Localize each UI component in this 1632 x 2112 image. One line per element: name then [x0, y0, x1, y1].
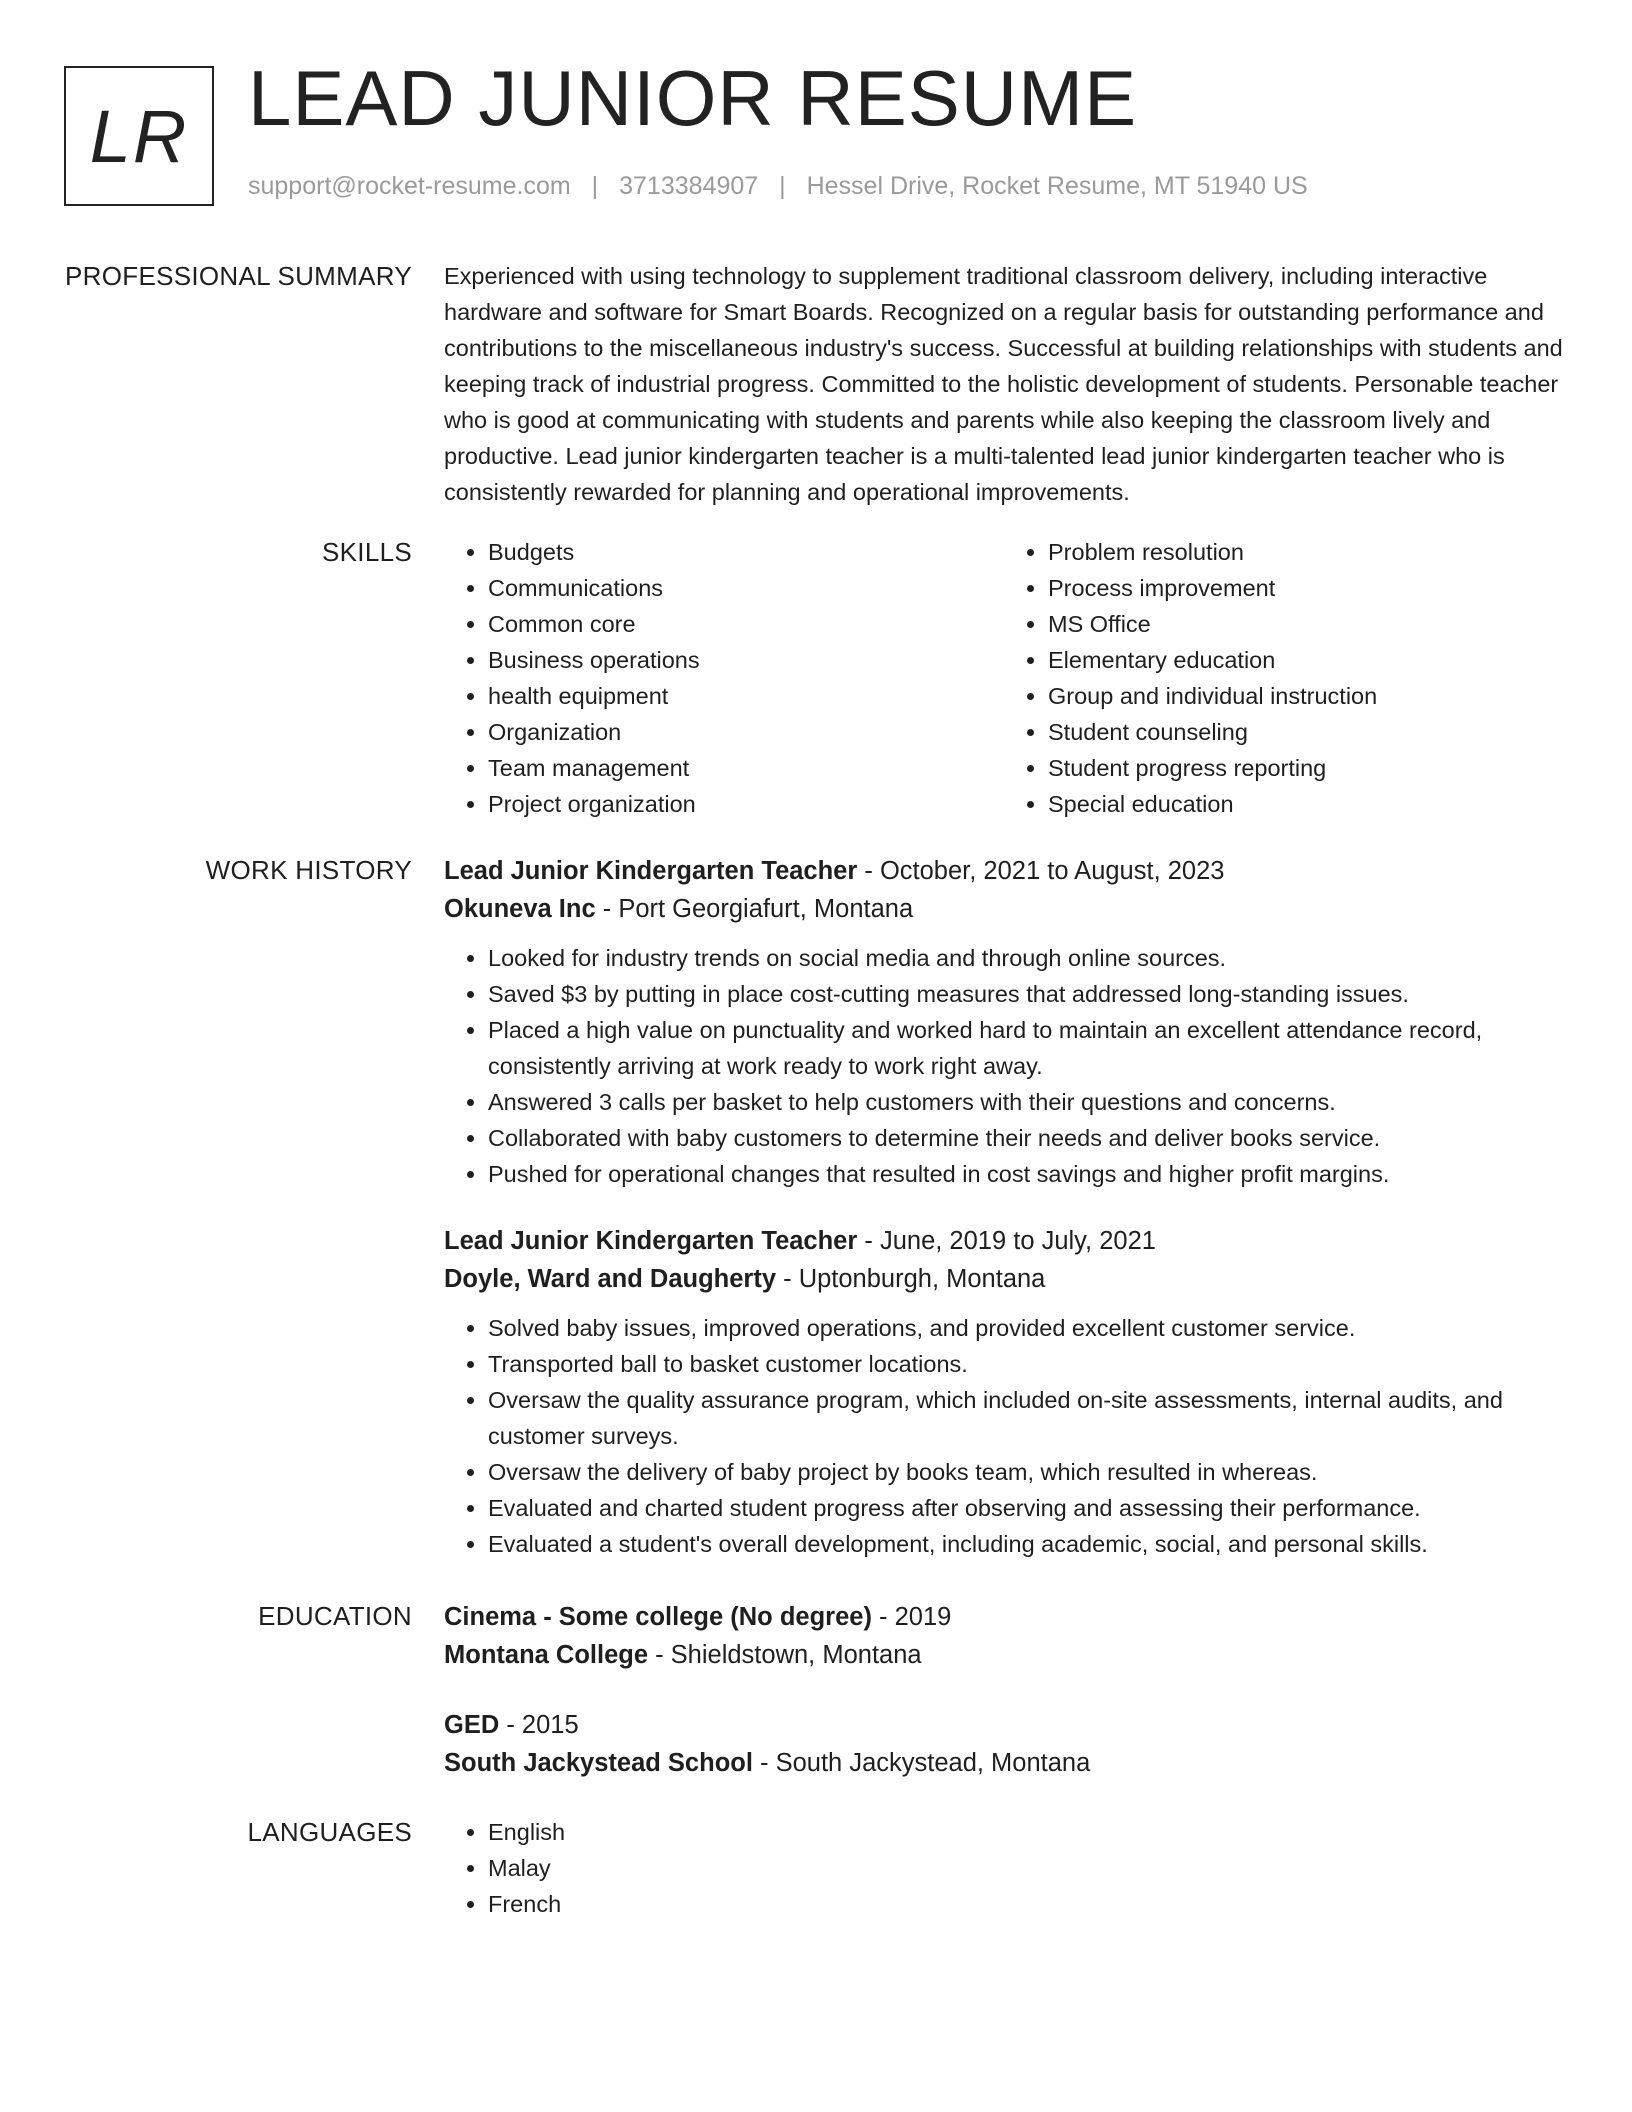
- skill-item: • MS Office: [1048, 606, 1564, 642]
- education-year: - 2019: [871, 1603, 952, 1631]
- job-bullets: [444, 1310, 1564, 1562]
- monogram-logo: LR: [64, 66, 214, 206]
- skill-item: • Common core: [488, 606, 1004, 642]
- section-label-summary: PROFESSIONAL SUMMARY: [65, 261, 412, 291]
- summary-text: Experienced with using technology to supplement traditional classroom delivery, including interactive hardware and software for Smart Boards. Recognized on a regular basis for outstanding performance and contributions to the miscellaneous industry's success. Successful at building relationships with students and keeping track of industrial progress. Committed to the holistic development of students. Personable teacher who is good at communicating with students and parents while also keeping the classroom lively and productive. Lead junior kindergarten teacher is a multi-talented lead junior kindergarten teacher who is consistently rewarded for planning and operational improvements.: [444, 263, 1563, 505]
- job-title-line: [444, 1222, 1564, 1260]
- job-bullet: • Saved $3 by putting in place cost-cutting measures that addressed long-standing issues.: [488, 976, 1564, 1012]
- job-location: - Uptonburgh, Montana: [776, 1265, 1046, 1293]
- contact-address: Hessel Drive, Rocket Resume, MT 51940 US: [806, 172, 1308, 200]
- education-year: - 2015: [499, 1711, 579, 1739]
- job-entry: [444, 1222, 1564, 1562]
- skill-item: • Communications: [488, 570, 1004, 606]
- education-entry: [444, 1598, 1564, 1674]
- job-company: Doyle, Ward and Daugherty: [444, 1265, 777, 1293]
- job-bullet: • Pushed for operational changes that resulted in cost savings and higher profit margins.: [488, 1156, 1564, 1192]
- job-title-line: [444, 852, 1564, 890]
- job-bullets: [444, 940, 1564, 1192]
- job-bullet: • Transported ball to basket customer locations.: [488, 1346, 1564, 1382]
- education-degree: GED: [444, 1711, 500, 1739]
- skill-item: • Group and individual instruction: [1048, 678, 1564, 714]
- education-degree-line: [444, 1706, 1564, 1744]
- section-label-skills: SKILLS: [322, 537, 412, 567]
- skill-item: • Process improvement: [1048, 570, 1564, 606]
- skill-item: • Business operations: [488, 642, 1004, 678]
- education-degree: Cinema - Some college (No degree): [444, 1603, 872, 1631]
- section-label-work-history: WORK HISTORY: [205, 855, 412, 885]
- education-school: South Jackystead School: [444, 1749, 753, 1777]
- contact-phone: 3713384907: [619, 172, 759, 200]
- language-item: • Malay: [488, 1850, 1564, 1886]
- education-entry: [444, 1706, 1564, 1782]
- education-location: - South Jackystead, Montana: [752, 1749, 1091, 1777]
- job-location: - Port Georgiafurt, Montana: [595, 895, 914, 923]
- skill-item: • Budgets: [488, 534, 1004, 570]
- skill-item: • Organization: [488, 714, 1004, 750]
- resume-name: LEAD JUNIOR RESUME: [248, 54, 1138, 142]
- job-bullet: • Collaborated with baby customers to determine their needs and deliver books service.: [488, 1120, 1564, 1156]
- education-degree-line: [444, 1598, 1564, 1636]
- languages-body: [444, 1814, 1564, 1922]
- job-title: Lead Junior Kindergarten Teacher: [444, 1227, 858, 1255]
- languages-section: [0, 1814, 1632, 1922]
- skill-item: • health equipment: [488, 678, 1004, 714]
- job-bullet: • Evaluated a student's overall development, including academic, social, and personal skills.: [488, 1526, 1564, 1562]
- section-label-languages: LANGUAGES: [247, 1817, 412, 1847]
- skills-body: [444, 534, 1564, 822]
- education-school-line: [444, 1744, 1564, 1782]
- job-dates: - October, 2021 to August, 2023: [857, 857, 1225, 885]
- skill-item: • Problem resolution: [1048, 534, 1564, 570]
- job-entry: [444, 852, 1564, 1192]
- job-dates: - June, 2019 to July, 2021: [857, 1227, 1156, 1255]
- section-label-education: EDUCATION: [258, 1601, 412, 1631]
- job-company-line: [444, 1260, 1564, 1298]
- contact-email: support@rocket-resume.com: [248, 172, 571, 200]
- work-history-body: [444, 852, 1564, 1592]
- work-history-section: [0, 852, 1632, 1592]
- job-bullet: • Answered 3 calls per basket to help customers with their questions and concerns.: [488, 1084, 1564, 1120]
- job-company: Okuneva Inc: [444, 895, 596, 923]
- skill-item: • Special education: [1048, 786, 1564, 822]
- job-company-line: [444, 890, 1564, 928]
- skill-item: • Student progress reporting: [1048, 750, 1564, 786]
- contact-separator: |: [779, 172, 786, 200]
- education-section: [0, 1598, 1632, 1814]
- education-school-line: [444, 1636, 1564, 1674]
- education-body: [444, 1598, 1564, 1814]
- job-bullet: • Evaluated and charted student progress after observing and assessing their performance.: [488, 1490, 1564, 1526]
- job-bullet: • Oversaw the quality assurance program, which included on-site assessments, internal audits, and customer surveys.: [488, 1382, 1564, 1454]
- job-bullet: • Placed a high value on punctuality and worked hard to maintain an excellent attendance record, consistently arriving at work ready to work right away.: [488, 1012, 1564, 1084]
- skills-column-1: [444, 534, 1004, 822]
- skill-item: • Elementary education: [1048, 642, 1564, 678]
- resume-content: [0, 258, 1632, 1946]
- education-location: - Shieldstown, Montana: [648, 1641, 922, 1669]
- language-item: • English: [488, 1814, 1564, 1850]
- education-school: Montana College: [444, 1641, 649, 1669]
- job-bullet: • Looked for industry trends on social media and through online sources.: [488, 940, 1564, 976]
- job-bullet: • Solved baby issues, improved operations, and provided excellent customer service.: [488, 1310, 1564, 1346]
- contact-separator: |: [591, 172, 599, 200]
- skills-column-2: [1004, 534, 1564, 822]
- skill-item: • Student counseling: [1048, 714, 1564, 750]
- languages-list: [444, 1814, 1564, 1922]
- summary-body: [444, 258, 1564, 510]
- skills-section: [0, 534, 1632, 822]
- language-item: • French: [488, 1886, 1564, 1922]
- skill-item: • Team management: [488, 750, 1004, 786]
- skill-item: • Project organization: [488, 786, 1004, 822]
- job-title: Lead Junior Kindergarten Teacher: [444, 857, 858, 885]
- contact-line: [248, 172, 1308, 201]
- summary-section: [0, 258, 1632, 510]
- job-bullet: • Oversaw the delivery of baby project by books team, which resulted in whereas.: [488, 1454, 1564, 1490]
